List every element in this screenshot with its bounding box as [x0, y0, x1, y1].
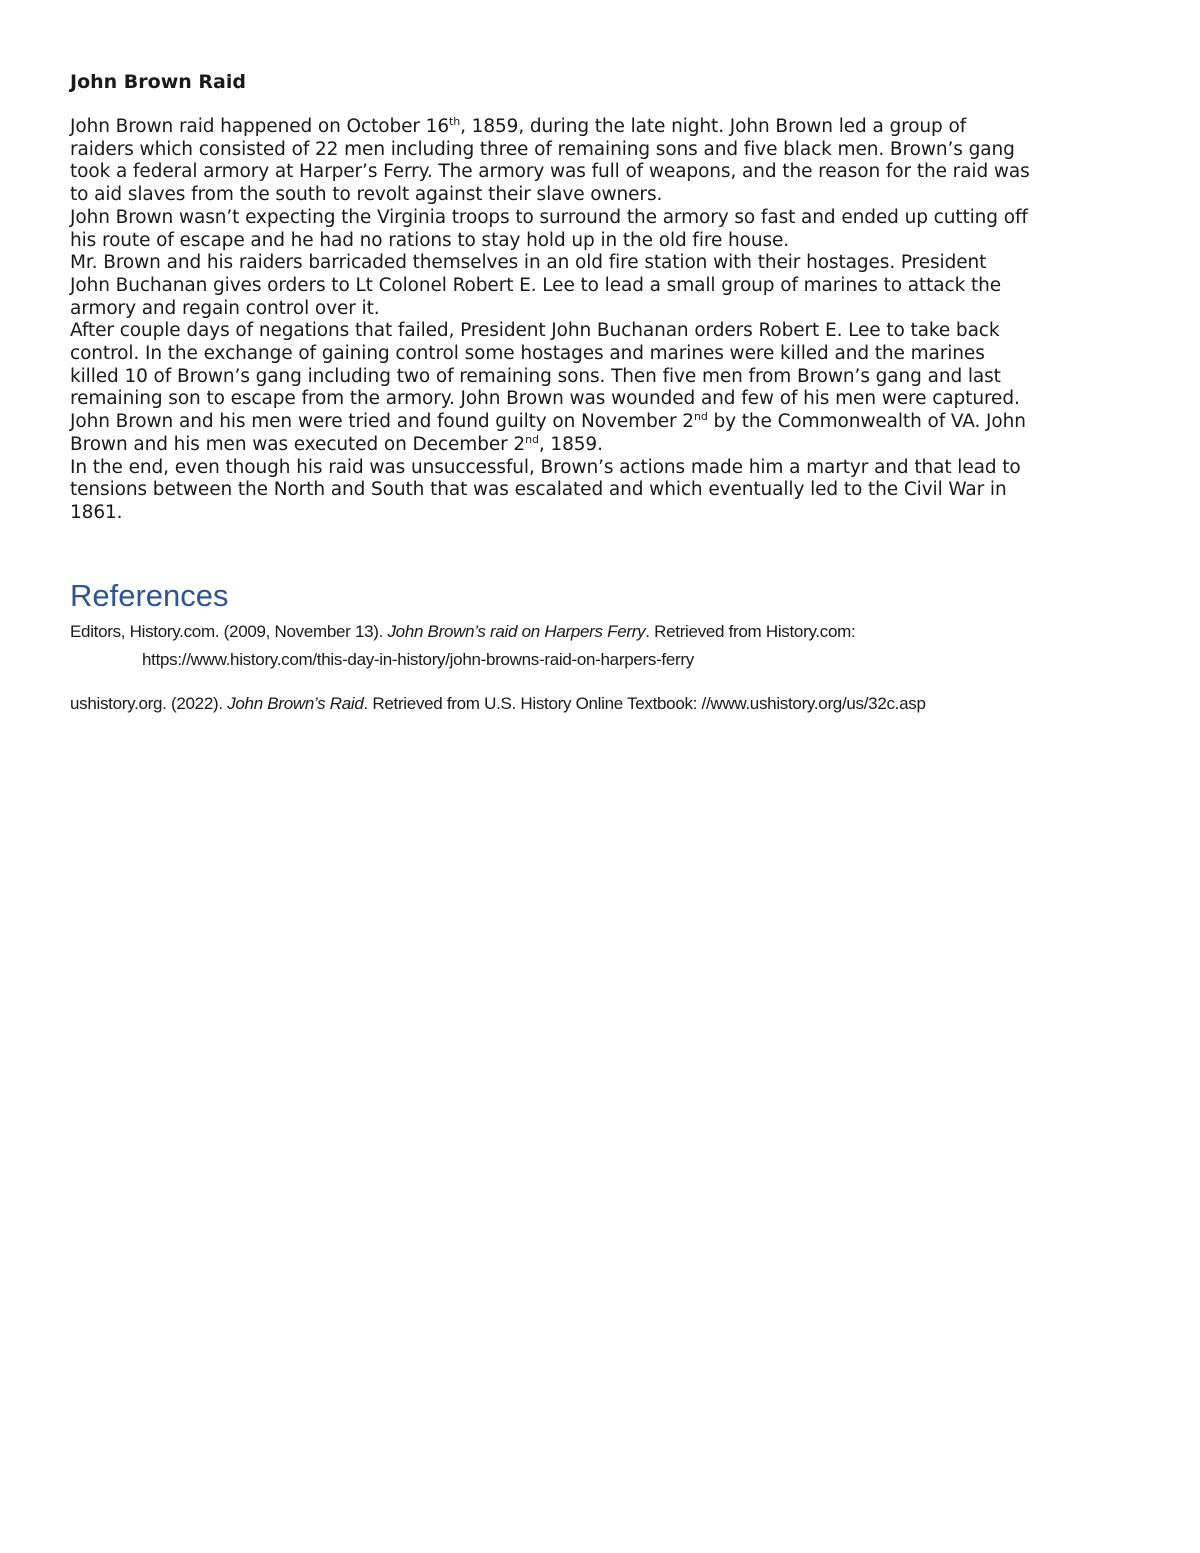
text-line	[70, 434, 1132, 457]
ordinal-superscript: nd	[525, 432, 539, 446]
text-run: Brown and his men was executed on December 2	[70, 433, 526, 455]
reference-2-suffix: . Retrieved from U.S. History Online Textbook: //www.ushistory.org/us/32c.asp	[363, 694, 926, 713]
text-line	[70, 116, 1132, 139]
text-line	[70, 502, 1132, 525]
text-line	[70, 230, 1132, 253]
text-run: tensions between the North and South that was escalated and which eventually led to the Civil War in	[70, 479, 1007, 501]
text-run: control. In the exchange of gaining control some hostages and marines were killed and the marines	[70, 343, 985, 365]
text-run: John Brown wasn’t expecting the Virginia troops to surround the armory so fast and ended up cutting off	[70, 206, 1028, 228]
reference-1-title: John Brown’s raid on Harpers Ferry	[387, 622, 646, 641]
text-line	[70, 207, 1132, 230]
text-run: After couple days of negations that failed, President John Buchanan orders Robert E. Lee to take back	[70, 320, 1000, 342]
body-paragraph	[70, 207, 1132, 252]
text-run: 1861.	[70, 501, 123, 523]
text-line	[70, 343, 1132, 366]
text-run: , 1859.	[538, 433, 603, 455]
text-line	[70, 298, 1132, 321]
text-run: Mr. Brown and his raiders barricaded themselves in an old fire station with their hostages. President	[70, 252, 987, 274]
text-line	[70, 366, 1132, 389]
body-paragraph	[70, 116, 1132, 207]
text-line	[70, 139, 1132, 162]
document-body	[70, 116, 1132, 525]
body-paragraph	[70, 252, 1132, 320]
text-run: John Brown and his men were tried and found guilty on November 2	[70, 411, 694, 433]
body-paragraph	[70, 457, 1132, 525]
text-line	[70, 411, 1132, 434]
text-line	[70, 457, 1132, 480]
text-run: killed 10 of Brown’s gang including two of remaining sons. Then five men from Brown’s gang and last	[70, 365, 1001, 387]
body-paragraph	[70, 320, 1132, 456]
text-run: to aid slaves from the south to revolt against their slave owners.	[70, 184, 663, 206]
reference-2-prefix: ushistory.org. (2022).	[70, 694, 228, 713]
text-run: armory and regain control over it.	[70, 297, 380, 319]
text-run: raiders which consisted of 22 men including three of remaining sons and five black men. Brown’s gang	[70, 138, 1015, 160]
text-line	[70, 275, 1132, 298]
text-run: John Brown raid happened on October 16	[70, 116, 450, 137]
text-run: remaining son to escape from the armory. John Brown was wounded and few of his men were captured.	[70, 388, 1020, 410]
reference-entry-1	[70, 620, 855, 644]
reference-1-prefix: Editors, History.com. (2009, November 13).	[70, 622, 388, 641]
text-line	[70, 161, 1132, 184]
text-run: In the end, even though his raid was unsuccessful, Brown’s actions made him a martyr and that lead to	[70, 456, 1021, 478]
reference-entry-2	[70, 692, 926, 716]
text-line	[70, 252, 1132, 275]
text-run: John Buchanan gives orders to Lt Colonel Robert E. Lee to lead a small group of marines to attack the	[70, 274, 1002, 296]
reference-1-url[interactable]: https://www.history.com/this-day-in-history/john-browns-raid-on-harpers-ferry	[142, 650, 694, 669]
text-line	[70, 184, 1132, 207]
reference-1-suffix: . Retrieved from History.com:	[645, 622, 856, 641]
text-line	[70, 388, 1132, 411]
ordinal-superscript: th	[449, 115, 461, 128]
text-run: took a federal armory at Harper’s Ferry. The armory was full of weapons, and the reason for the raid was	[70, 161, 1030, 183]
text-line	[70, 320, 1132, 343]
references-heading: References	[70, 578, 229, 613]
document-title: John Brown Raid	[70, 71, 246, 93]
reference-2-title: John Brown’s Raid	[227, 694, 364, 713]
text-run: by the Commonwealth of VA. John	[707, 411, 1026, 433]
text-run: , 1859, during the late night. John Brown led a group of	[460, 116, 967, 137]
ordinal-superscript: nd	[693, 410, 708, 424]
text-line	[70, 479, 1132, 502]
text-run: his route of escape and he had no rations to stay hold up in the old fire house.	[70, 229, 790, 251]
